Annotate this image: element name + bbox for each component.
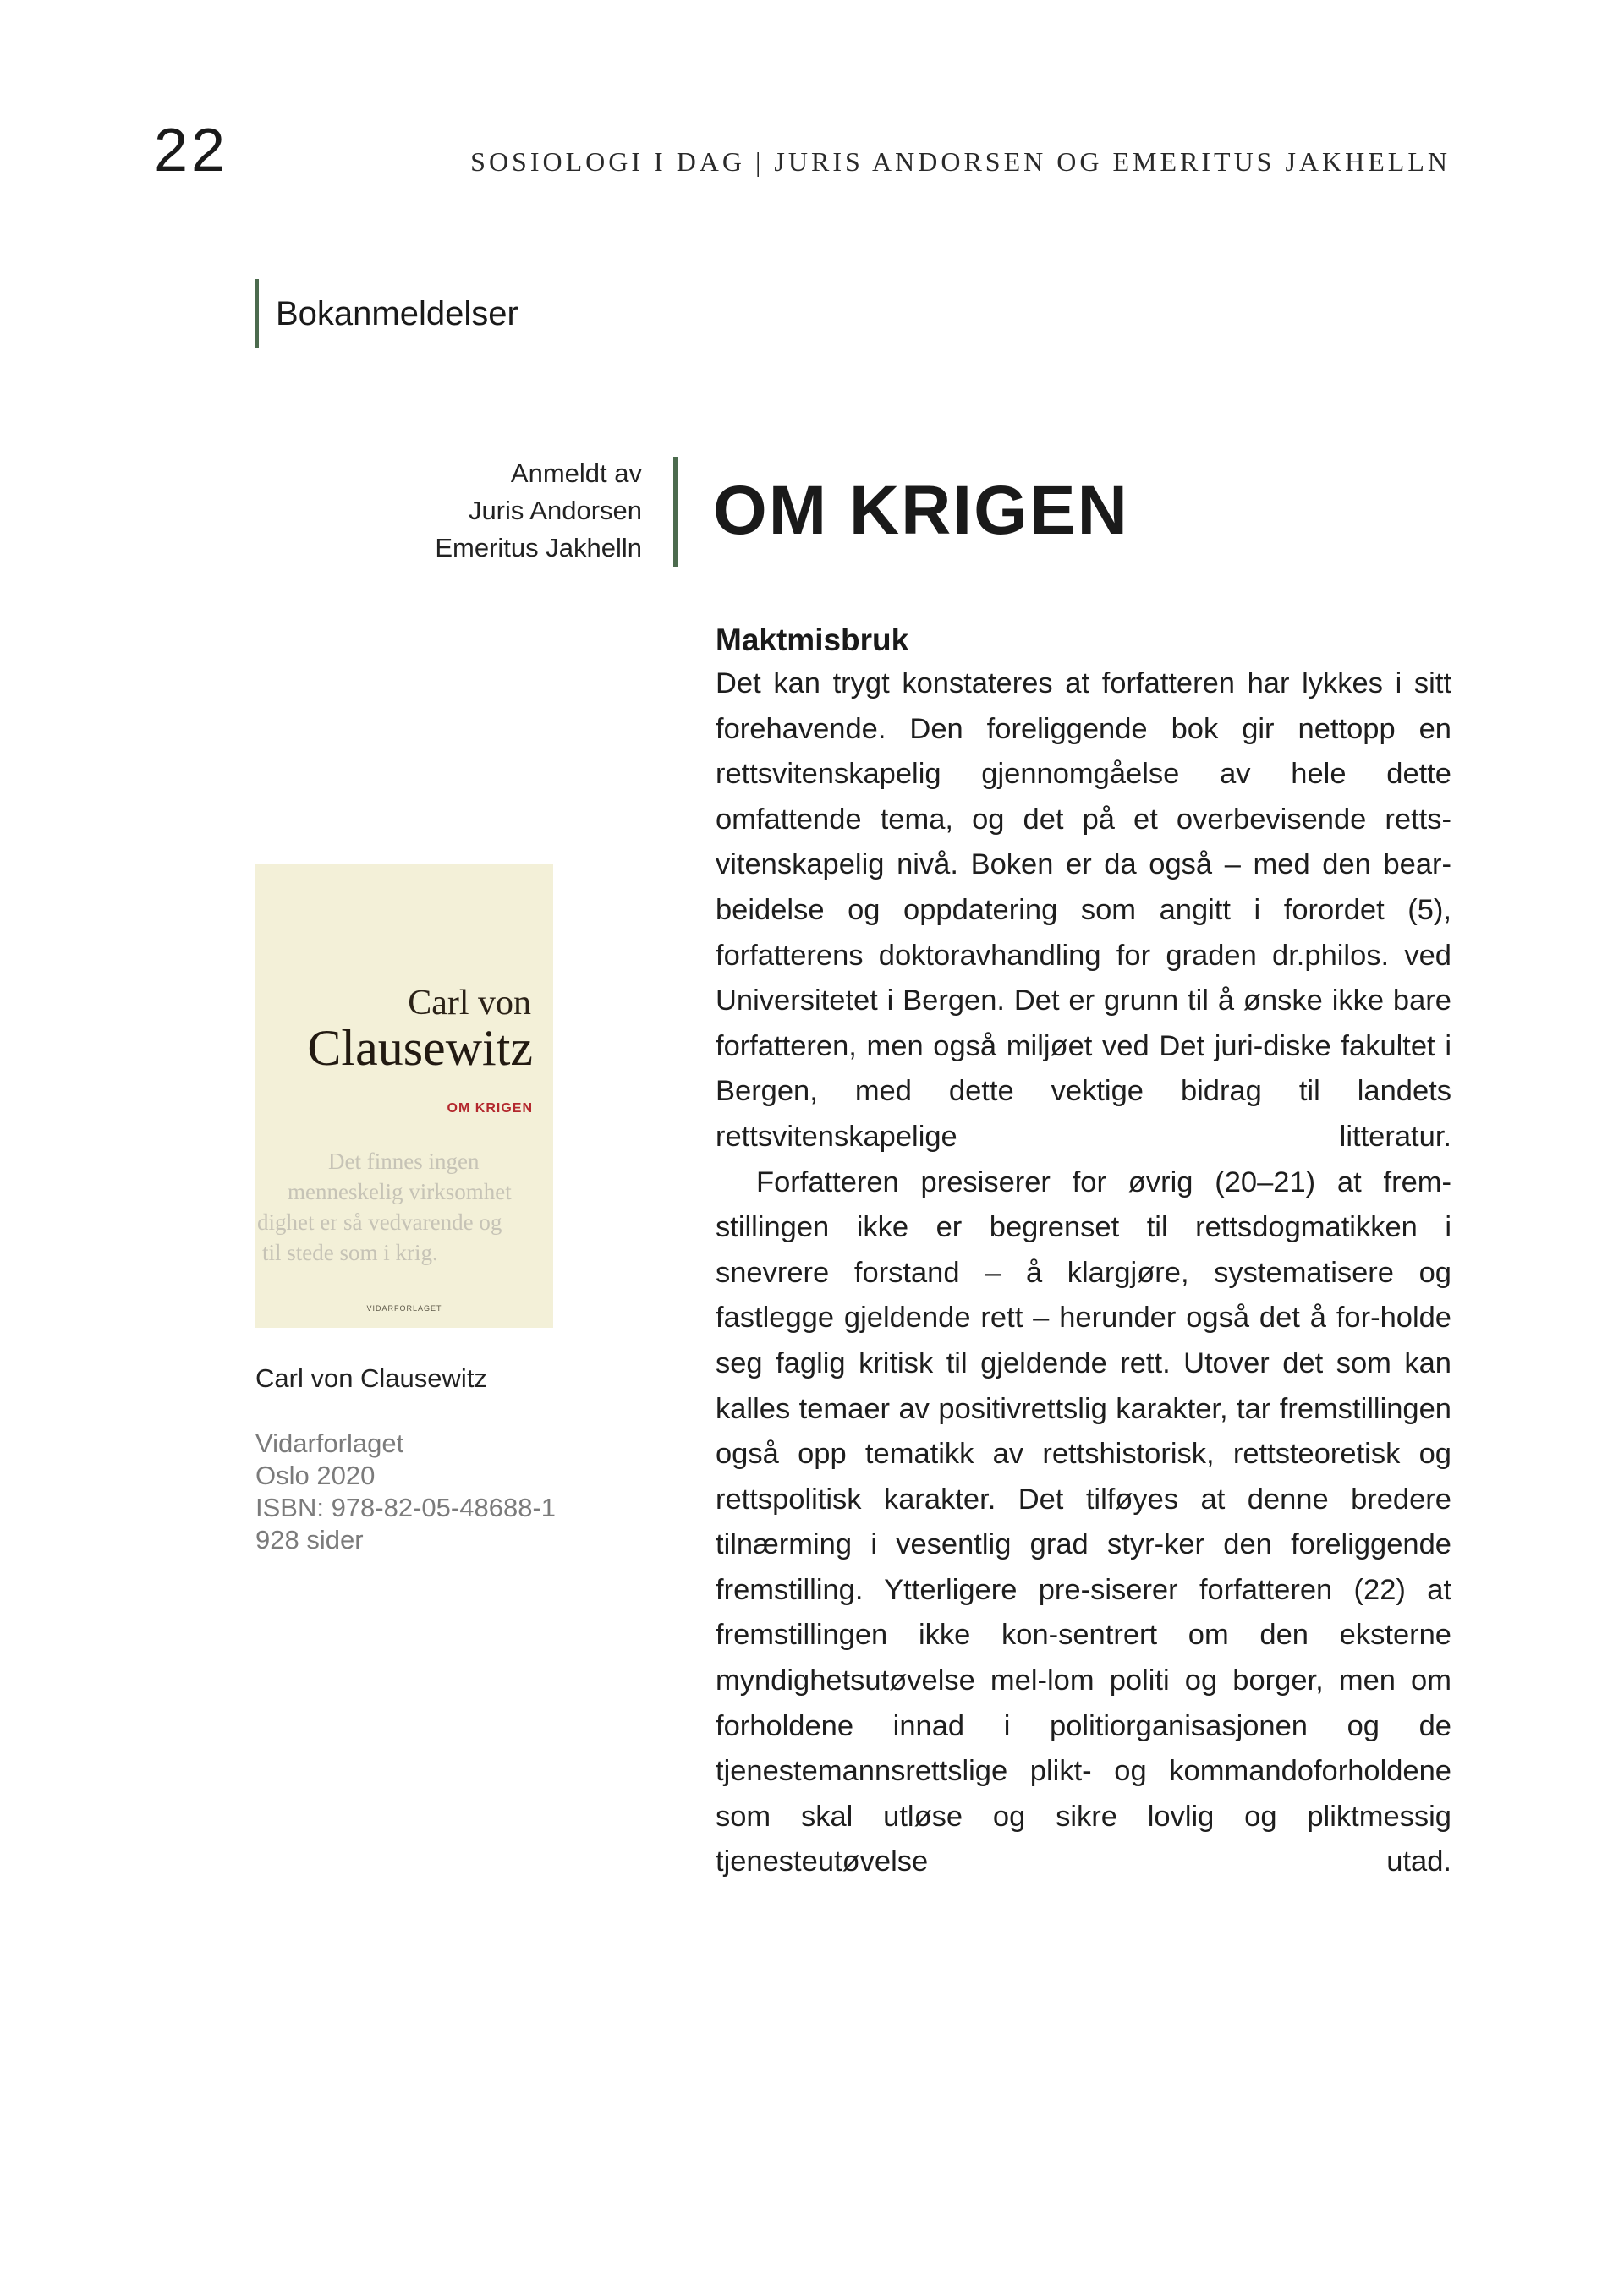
- reviewer-name: Juris Andorsen: [468, 496, 642, 525]
- cover-quote-line: dighet er så vedvarende og: [257, 1209, 502, 1235]
- article-subheading: Maktmisbruk: [716, 622, 909, 657]
- article-paragraph: Det kan trygt konstateres at forfatteren har lykkes i sitt forehavende. Den foreliggende bok gir nettopp en rettsvitenskapelig gjennomgåelse av hele dette omfattende tema, og det på et overbevisende retts-vitenskapelig nivå. Boken er da også – med den bear-beidelse og oppdatering som angitt i forordet (5), forfatterens doktoravhandling for graden dr.philos. ved Universitetet i Bergen. Det er grunn til å ønske ikke bare forfatteren, men også miljøet ved Det juri-diske fakultet i Bergen, med dette vektige bidrag til landets rettsvitenskapelige litteratur.: [716, 667, 1451, 1153]
- cover-publisher: VIDARFORLAGET: [366, 1304, 442, 1313]
- reviewer-name: Emeritus Jakhelln: [435, 533, 642, 562]
- book-details: [255, 1428, 556, 1556]
- cover-quote-line: menneskelig virksomhet: [288, 1179, 512, 1204]
- book-page-count: 928 sider: [255, 1525, 364, 1554]
- book-publisher: Vidarforlaget: [255, 1428, 404, 1458]
- reviewer-credits: [435, 455, 642, 567]
- cover-author-first: Carl von: [408, 984, 531, 1023]
- section-label-text: Bokanmeldelser: [276, 294, 518, 332]
- cover-author-last: Clausewitz: [307, 1020, 533, 1076]
- book-author: Carl von Clausewitz: [255, 1363, 487, 1393]
- book-place-year: Oslo 2020: [255, 1461, 376, 1490]
- running-header: SOSIOLOGI I DAG | JURIS ANDORSEN OG EMERITUS JAKHELLN: [470, 146, 1451, 177]
- article-body: [716, 621, 1451, 1885]
- article-title: OM KRIGEN: [713, 472, 1129, 549]
- article-paragraph: Forfatteren presiserer for øvrig (20–21) at frem-stillingen ikke er begrenset til rettsdogmatikken i snevrere forstand – å klargjøre, systematisere og fastlegge gjeldende rett – herunder også det å for-holde seg faglig kritisk til gjeldende rett. Utover det som kan kalles temaer av positivrettslig karakter, tar fremstillingen også opp tematikk av rettshistorisk, rettsteoretisk og rettspolitisk karakter. Det tilføyes at denne bredere tilnærming i vesentlig grad styr-ker den foreliggende fremstilling. Ytterligere pre-siserer forfatteren (22) at fremstillingen ikke kon-sentrert om den eksterne myndighetsutøvelse mel-lom politi og borger, men om forholdene innad i politiorganisasjonen og de tjenestemannsrettslige plikt- og kommandoforholdene som skal utløse og sikre lovlig og pliktmessig tjenesteutøvelse utad.: [716, 1165, 1451, 1878]
- cover-quote-line: til stede som i krig.: [262, 1240, 438, 1265]
- book-isbn: ISBN: 978-82-05-48688-1: [255, 1493, 557, 1522]
- reviewed-by-label: Anmeldt av: [510, 458, 642, 488]
- cover-title: OM KRIGEN: [447, 1101, 533, 1116]
- title-divider: [673, 457, 678, 567]
- cover-quote-line: Det finnes ingen: [328, 1149, 480, 1174]
- section-label: [255, 279, 518, 348]
- page-number: 22: [154, 117, 229, 184]
- cover-quote: [255, 1146, 553, 1268]
- book-cover-image: [255, 864, 553, 1328]
